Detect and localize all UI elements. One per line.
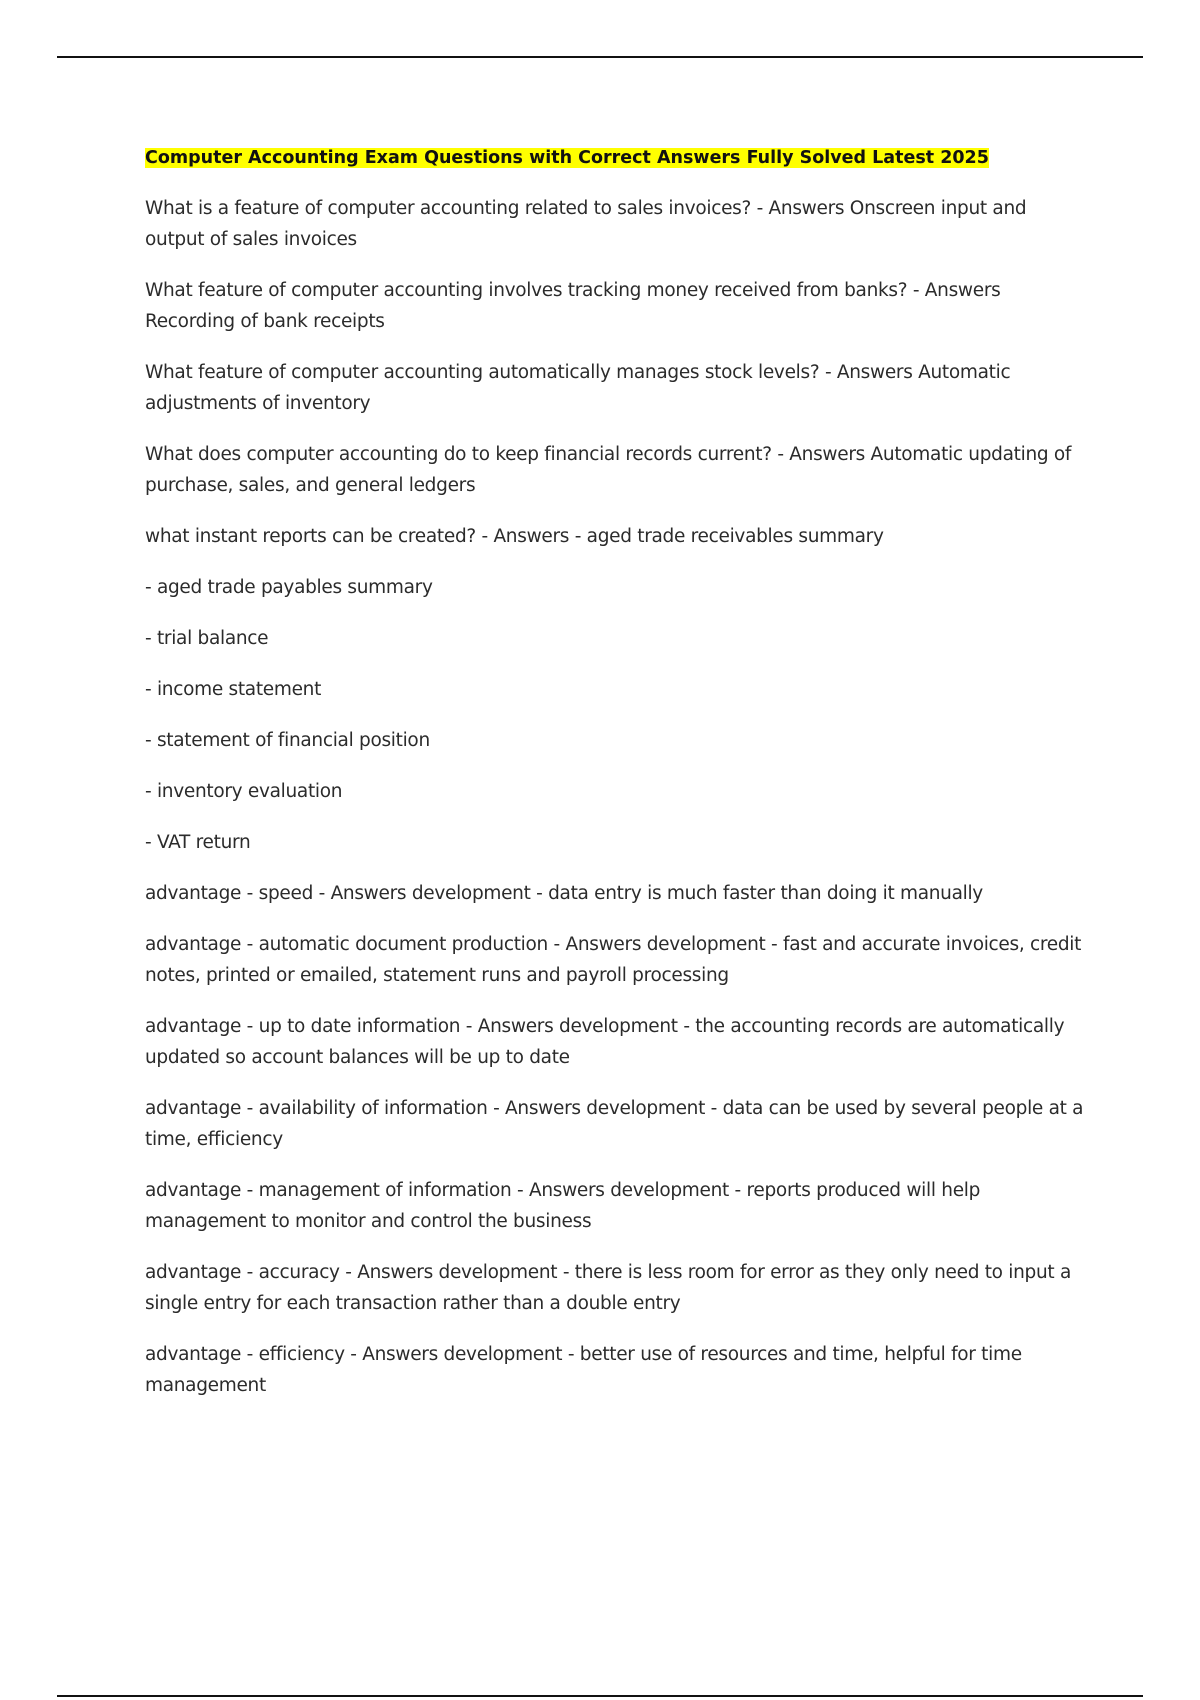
report-list-item: - inventory evaluation (145, 781, 343, 802)
qa-entry: advantage - availability of information - Answers development - data can be used by several people at a time, efficiency (145, 1098, 1084, 1150)
qa-entry: advantage - accuracy - Answers development - there is less room for error as they only need to input a single entry for each transaction rather than a double entry (145, 1262, 1071, 1314)
report-list-item: - income statement (145, 679, 322, 700)
report-list-item: - trial balance (145, 628, 269, 649)
footer-rule (57, 1695, 1143, 1697)
qa-entry: What feature of computer accounting involves tracking money received from banks? - Answers Recording of bank receipts (145, 280, 1001, 332)
title-block (145, 145, 1085, 171)
qa-entry: What is a feature of computer accounting related to sales invoices? - Answers Onscreen input and output of sales invoices (145, 198, 1027, 250)
qa-entry: What feature of computer accounting automatically manages stock levels? - Answers Automatic adjustments of inventory (145, 362, 1011, 414)
report-list-item: - aged trade payables summary (145, 577, 433, 598)
qa-entry: What does computer accounting do to keep financial records current? - Answers Automatic updating of purchase, sales, and general ledgers (145, 444, 1072, 496)
document-title: Computer Accounting Exam Questions with Correct Answers Fully Solved Latest 2025 (145, 148, 989, 168)
qa-entry: what instant reports can be created? - Answers - aged trade receivables summary (145, 526, 884, 547)
qa-entry: advantage - automatic document production - Answers development - fast and accurate invoices, credit notes, printed or emailed, statement runs and payroll processing (145, 934, 1082, 986)
header-rule (57, 56, 1143, 58)
qa-entry: advantage - up to date information - Answers development - the accounting records are automatically updated so account balances will be up to date (145, 1016, 1065, 1068)
document-body (145, 145, 1085, 1421)
qa-entry: advantage - speed - Answers development - data entry is much faster than doing it manually (145, 883, 983, 904)
qa-entry: advantage - management of information - Answers development - reports produced will help management to monitor and control the business (145, 1180, 981, 1232)
qa-entry: advantage - efficiency - Answers development - better use of resources and time, helpful for time management (145, 1344, 1022, 1396)
report-list-item: - statement of financial position (145, 730, 430, 751)
report-list-item: - VAT return (145, 832, 251, 853)
